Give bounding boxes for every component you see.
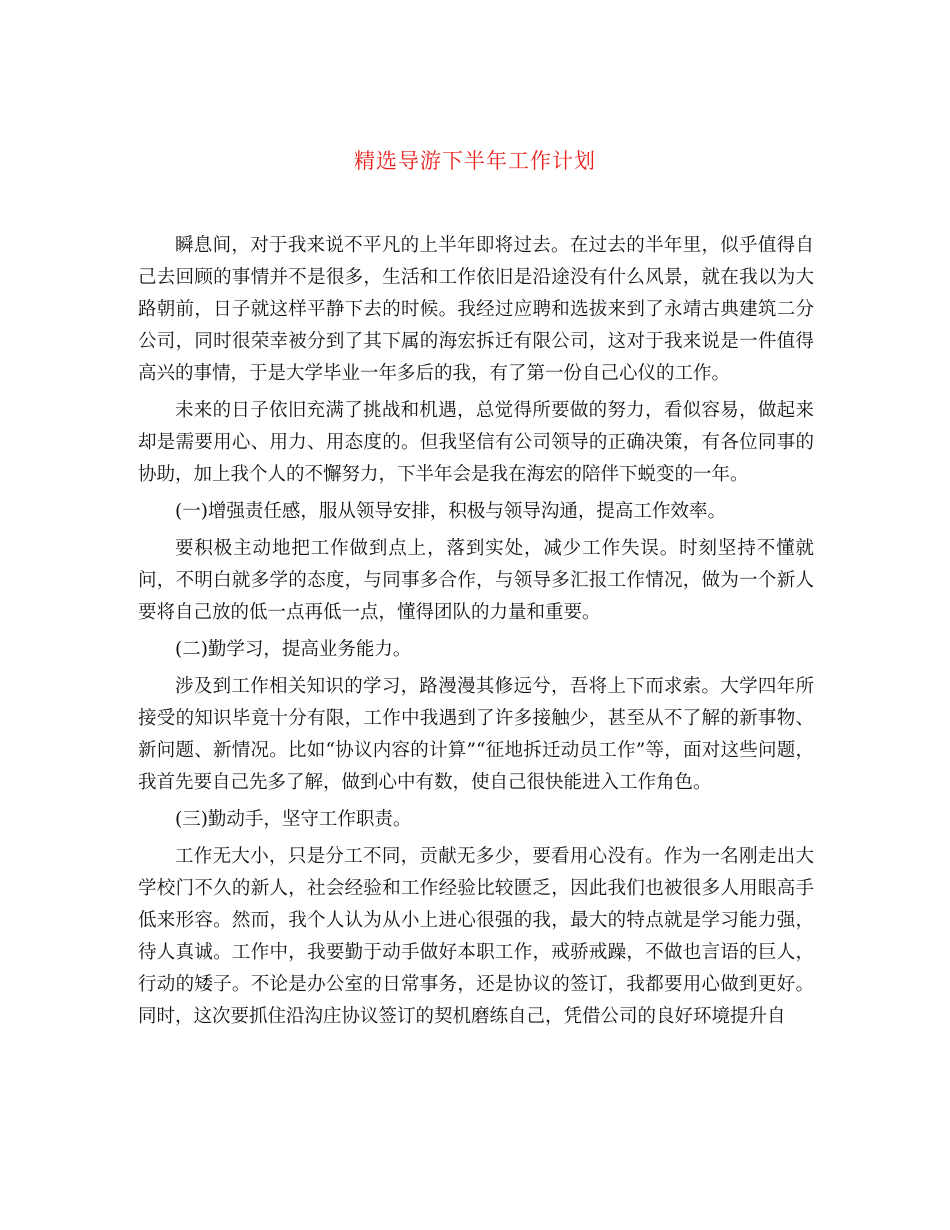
section-heading-2: (二)勤学习，提高业务能力。	[175, 639, 412, 660]
section-heading-1: (一)增强责任感，服从领导安排，积极与领导沟通，提高工作效率。	[175, 501, 726, 522]
document-body	[138, 230, 814, 1038]
document-title: 精选导游下半年工作计划	[354, 149, 596, 173]
section-heading-3: (三)勤动手，坚守工作职责。	[175, 809, 412, 830]
paragraph-outlook: 未来的日子依旧充满了挑战和机遇，总觉得所要做的努力，看似容易，做起来却是需要用心、用力、用态度的。但我坚信有公司领导的正确决策，有各位同事的协助，加上我个人的不懈努力，下半年会是我在海宏的陪伴下蜕变的一年。	[138, 400, 814, 485]
paragraph-section-2: 涉及到工作相关知识的学习，路漫漫其修远兮，吾将上下而求索。大学四年所接受的知识毕竟十分有限，工作中我遇到了许多接触少，甚至从不了解的新事物、新问题、新情况。比如“协议内容的计算”“征地拆迁动员工作”等，面对这些问题，我首先要自己先多了解，做到心中有数，使自己很快能进入工作角色。	[138, 676, 814, 793]
paragraph-section-1: 要积极主动地把工作做到点上，落到实处，减少工作失误。时刻坚持不懂就问，不明白就多学的态度，与同事多合作，与领导多汇报工作情况，做为一个新人要将自己放的低一点再低一点，懂得团队的力量和重要。	[138, 538, 814, 623]
paragraph-section-3: 工作无大小，只是分工不同，贡献无多少，要看用心没有。作为一名刚走出大学校门不久的新人，社会经验和工作经验比较匮乏，因此我们也被很多人用眼高手低来形容。然而，我个人认为从小上进心很强的我，最大的特点就是学习能力强，待人真诚。工作中，我要勤于动手做好本职工作，戒骄戒躁，不做也言语的巨人，行动的矮子。不论是办公室的日常事务，还是协议的签订，我都要用心做到更好。同时，这次要抓住沿沟庄协议签订的契机磨练自己，凭借公司的良好环境提升自	[138, 846, 814, 1027]
paragraph-intro: 瞬息间，对于我来说不平凡的上半年即将过去。在过去的半年里，似乎值得自己去回顾的事情并不是很多，生活和工作依旧是沿途没有什么风景，就在我以为大路朝前，日子就这样平静下去的时候。我经过应聘和选拔来到了永靖古典建筑二分公司，同时很荣幸被分到了其下属的海宏拆迁有限公司，这对于我来说是一件值得高兴的事情，于是大学毕业一年多后的我，有了第一份自己心仪的工作。	[138, 235, 814, 384]
